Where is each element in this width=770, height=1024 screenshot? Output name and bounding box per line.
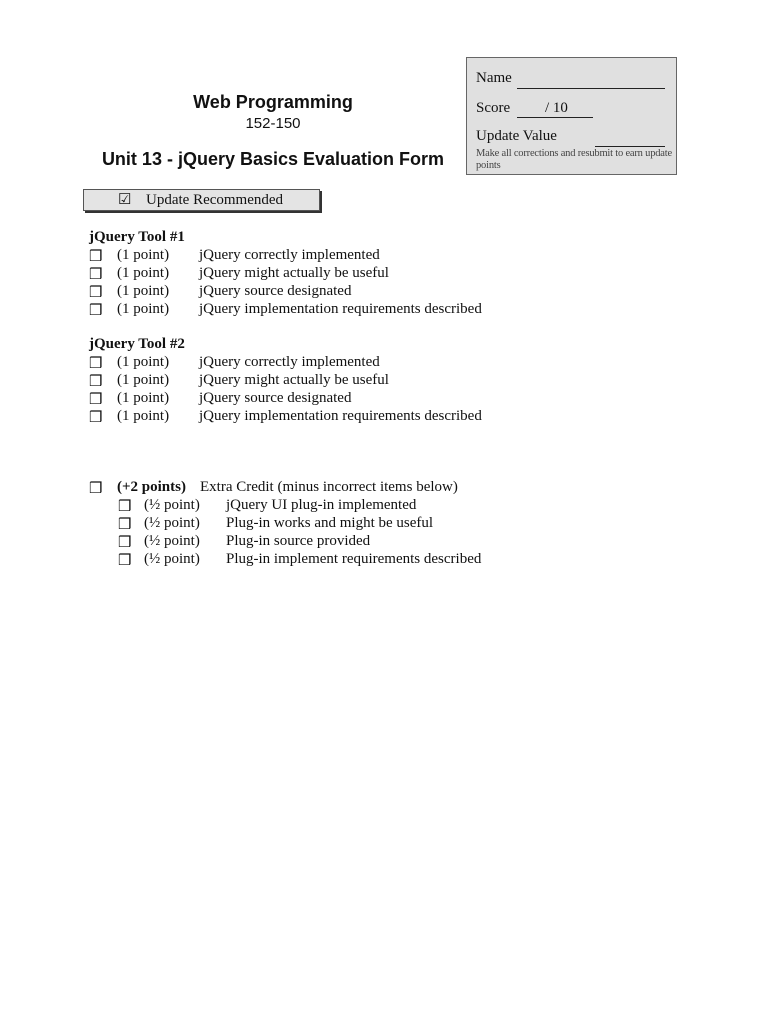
form-title: Unit 13 - jQuery Basics Evaluation Form: [101, 149, 445, 169]
update-recommended-banner: [83, 189, 320, 211]
checkbox-icon[interactable]: ❒: [118, 553, 132, 569]
list-item: [89, 408, 509, 426]
checkbox-icon[interactable]: ❒: [89, 249, 103, 265]
item-desc: jQuery might actually be useful: [199, 265, 389, 281]
list-item: [118, 515, 498, 533]
extra-credit-item: [89, 479, 509, 497]
item-desc: Plug-in works and might be useful: [226, 515, 434, 531]
list-item: [89, 390, 509, 408]
name-field[interactable]: [517, 88, 665, 89]
checkbox-icon[interactable]: ❒: [89, 410, 103, 426]
extra-credit-points: (+2 points): [117, 479, 186, 495]
item-points: (1 point): [117, 247, 170, 263]
update-value-label: Update Value: [476, 128, 557, 144]
checkbox-icon[interactable]: ❒: [89, 481, 103, 497]
item-points: (1 point): [117, 301, 170, 317]
score-value: / 10: [545, 100, 568, 116]
score-field[interactable]: [517, 117, 593, 118]
item-desc: Plug-in implement requirements described: [226, 551, 482, 567]
list-item: [89, 283, 509, 301]
item-points: (1 point): [117, 390, 170, 406]
checkbox-icon[interactable]: ❒: [89, 285, 103, 301]
list-item: [118, 497, 498, 515]
item-desc: jQuery correctly implemented: [199, 247, 380, 263]
list-item: [89, 265, 509, 283]
item-desc: jQuery source designated: [199, 390, 352, 406]
list-item: [89, 301, 509, 319]
item-desc: Plug-in source provided: [226, 533, 371, 549]
item-points: (1 point): [117, 372, 170, 388]
item-points: (1 point): [117, 283, 170, 299]
grade-box: [466, 57, 677, 175]
checkbox-icon[interactable]: ❒: [118, 535, 132, 551]
extra-credit-desc: Extra Credit (minus incorrect items below): [200, 479, 458, 495]
list-item: [89, 354, 509, 372]
list-item: [89, 372, 509, 390]
checked-box-icon[interactable]: ☑: [118, 192, 132, 208]
item-points: (1 point): [117, 354, 170, 370]
item-points: (1 point): [117, 408, 170, 424]
item-points: (½ point): [144, 515, 200, 531]
course-number: 152-150: [245, 115, 301, 132]
item-desc: jQuery implementation requirements described: [199, 408, 482, 424]
checkbox-icon[interactable]: ❒: [89, 374, 103, 390]
checkbox-icon[interactable]: ❒: [89, 303, 103, 319]
section-title-tool-2: jQuery Tool #2: [89, 336, 185, 352]
list-item: [118, 533, 498, 551]
name-label: Name: [476, 70, 512, 86]
item-points: (½ point): [144, 497, 200, 513]
resubmit-note: Make all corrections and resubmit to earn update points: [476, 148, 672, 171]
item-points: (½ point): [144, 533, 200, 549]
update-value-field[interactable]: [595, 146, 665, 147]
item-desc: jQuery correctly implemented: [199, 354, 380, 370]
course-title: Web Programming: [193, 92, 353, 112]
checkbox-icon[interactable]: ❒: [89, 392, 103, 408]
section-title-tool-1: jQuery Tool #1: [89, 229, 185, 245]
item-points: (1 point): [117, 265, 170, 281]
item-desc: jQuery implementation requirements described: [199, 301, 482, 317]
score-label: Score: [476, 100, 511, 116]
item-desc: jQuery might actually be useful: [199, 372, 389, 388]
checkbox-icon[interactable]: ❒: [89, 356, 103, 372]
checkbox-icon[interactable]: ❒: [118, 517, 132, 533]
update-recommended-label: Update Recommended: [146, 192, 284, 208]
item-desc: jQuery UI plug-in implemented: [226, 497, 417, 513]
checkbox-icon[interactable]: ❒: [89, 267, 103, 283]
item-desc: jQuery source designated: [199, 283, 352, 299]
list-item: [118, 551, 498, 569]
item-points: (½ point): [144, 551, 200, 567]
checkbox-icon[interactable]: ❒: [118, 499, 132, 515]
list-item: [89, 247, 509, 265]
